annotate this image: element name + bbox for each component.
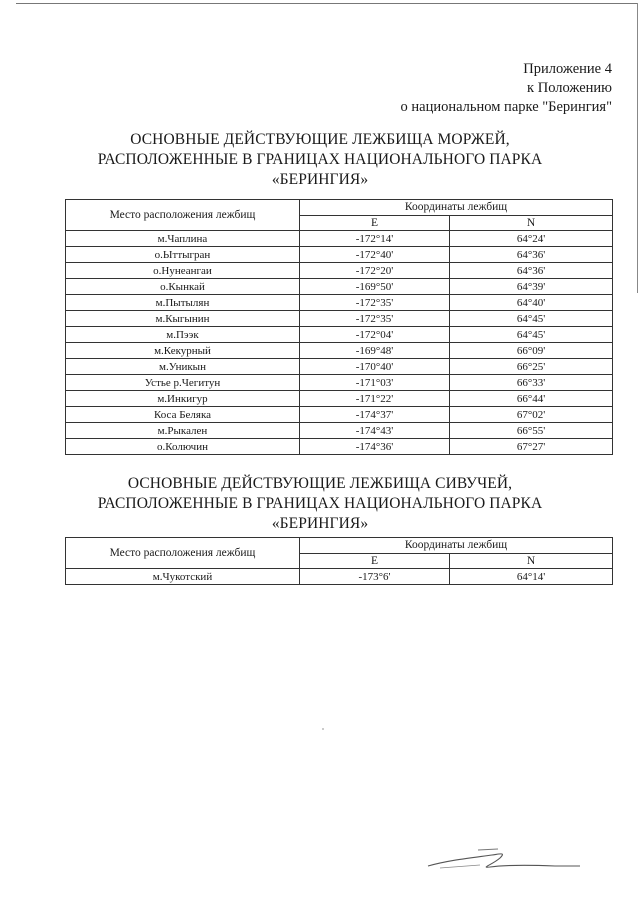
latitude-cell: 64°45' bbox=[450, 311, 613, 327]
table-row bbox=[66, 279, 613, 295]
latitude-cell: 64°39' bbox=[450, 279, 613, 295]
table-row bbox=[66, 359, 613, 375]
table-row bbox=[66, 247, 613, 263]
table-row bbox=[66, 343, 613, 359]
longitude-cell: -172°14' bbox=[300, 231, 450, 247]
place-cell: Устье р.Чегитун bbox=[66, 375, 300, 391]
page-edge-top bbox=[16, 3, 638, 4]
place-cell: м.Чукотский bbox=[66, 569, 300, 585]
place-cell: м.Пээк bbox=[66, 327, 300, 343]
latitude-cell: 66°09' bbox=[450, 343, 613, 359]
sealion-heading-line: ОСНОВНЫЕ ДЕЙСТВУЮЩИЕ ЛЕЖБИЩА СИВУЧЕЙ, bbox=[127, 475, 513, 492]
place-cell: м.Рыкален bbox=[66, 423, 300, 439]
table-row bbox=[66, 231, 613, 247]
longitude-cell: -173°6' bbox=[300, 569, 450, 585]
latitude-cell: 66°33' bbox=[450, 375, 613, 391]
table-row bbox=[66, 375, 613, 391]
table-row bbox=[66, 439, 613, 455]
longitude-cell: -169°50' bbox=[300, 279, 450, 295]
table-row bbox=[66, 569, 613, 585]
longitude-cell: -169°48' bbox=[300, 343, 450, 359]
longitude-cell: -170°40' bbox=[300, 359, 450, 375]
place-cell: м.Пытылян bbox=[66, 295, 300, 311]
longitude-cell: -172°35' bbox=[300, 295, 450, 311]
walrus-heading bbox=[0, 130, 640, 190]
longitude-cell: -172°20' bbox=[300, 263, 450, 279]
latitude-cell: 66°25' bbox=[450, 359, 613, 375]
latitude-cell: 66°44' bbox=[450, 391, 613, 407]
walrus-heading-line: ОСНОВНЫЕ ДЕЙСТВУЮЩИЕ ЛЕЖБИЩА МОРЖЕЙ, bbox=[130, 131, 510, 148]
sealion-heading bbox=[0, 474, 640, 534]
longitude-cell: -171°03' bbox=[300, 375, 450, 391]
sealion-table-body bbox=[66, 569, 613, 585]
place-cell: м.Кыгынин bbox=[66, 311, 300, 327]
table-row bbox=[66, 327, 613, 343]
coords-column-header: Координаты лежбищ bbox=[300, 538, 613, 554]
longitude-cell: -172°35' bbox=[300, 311, 450, 327]
place-cell: Коса Беляка bbox=[66, 407, 300, 423]
longitude-cell: -171°22' bbox=[300, 391, 450, 407]
place-column-header: Место расположения лежбищ bbox=[66, 538, 300, 569]
appendix-number: Приложение 4 bbox=[523, 61, 612, 77]
longitude-column-header: Е bbox=[300, 553, 450, 569]
place-cell: о.Нунеангаи bbox=[66, 263, 300, 279]
sealion-heading-line: РАСПОЛОЖЕННЫЕ В ГРАНИЦАХ НАЦИОНАЛЬНОГО ПАРКА bbox=[97, 495, 543, 512]
place-cell: о.Кынкай bbox=[66, 279, 300, 295]
appendix-note bbox=[401, 60, 612, 117]
longitude-cell: -174°37' bbox=[300, 407, 450, 423]
walrus-heading-line: РАСПОЛОЖЕННЫЕ В ГРАНИЦАХ НАЦИОНАЛЬНОГО ПАРКА bbox=[97, 151, 543, 168]
longitude-cell: -172°04' bbox=[300, 327, 450, 343]
place-cell: м.Кекурный bbox=[66, 343, 300, 359]
place-cell: м.Чаплина bbox=[66, 231, 300, 247]
coords-column-header: Координаты лежбищ bbox=[300, 200, 613, 216]
latitude-column-header: N bbox=[450, 553, 613, 569]
place-cell: о.Колючин bbox=[66, 439, 300, 455]
longitude-column-header: Е bbox=[300, 215, 450, 231]
latitude-cell: 64°14' bbox=[450, 569, 613, 585]
place-column-header: Место расположения лежбищ bbox=[66, 200, 300, 231]
sealion-table bbox=[65, 537, 613, 585]
latitude-cell: 64°36' bbox=[450, 247, 613, 263]
latitude-cell: 64°36' bbox=[450, 263, 613, 279]
appendix-regulation: о национальном парке "Берингия" bbox=[400, 99, 612, 115]
table-row bbox=[66, 295, 613, 311]
longitude-cell: -174°36' bbox=[300, 439, 450, 455]
latitude-cell: 67°27' bbox=[450, 439, 613, 455]
sealion-heading-line: «БЕРИНГИЯ» bbox=[271, 515, 369, 532]
latitude-cell: 67°02' bbox=[450, 407, 613, 423]
latitude-cell: 64°45' bbox=[450, 327, 613, 343]
signature-mark bbox=[420, 838, 600, 878]
longitude-cell: -172°40' bbox=[300, 247, 450, 263]
table-row bbox=[66, 263, 613, 279]
place-cell: м.Инкигур bbox=[66, 391, 300, 407]
latitude-column-header: N bbox=[450, 215, 613, 231]
table-row bbox=[66, 391, 613, 407]
latitude-cell: 66°55' bbox=[450, 423, 613, 439]
scan-speck bbox=[322, 728, 324, 730]
table-row bbox=[66, 311, 613, 327]
place-cell: о.Ыттыгран bbox=[66, 247, 300, 263]
appendix-reference: к Положению bbox=[527, 80, 612, 96]
latitude-cell: 64°24' bbox=[450, 231, 613, 247]
table-row bbox=[66, 423, 613, 439]
walrus-heading-line: «БЕРИНГИЯ» bbox=[271, 171, 369, 188]
walrus-table-body bbox=[66, 231, 613, 455]
latitude-cell: 64°40' bbox=[450, 295, 613, 311]
walrus-table bbox=[65, 199, 613, 455]
place-cell: м.Уникын bbox=[66, 359, 300, 375]
table-row bbox=[66, 407, 613, 423]
longitude-cell: -174°43' bbox=[300, 423, 450, 439]
